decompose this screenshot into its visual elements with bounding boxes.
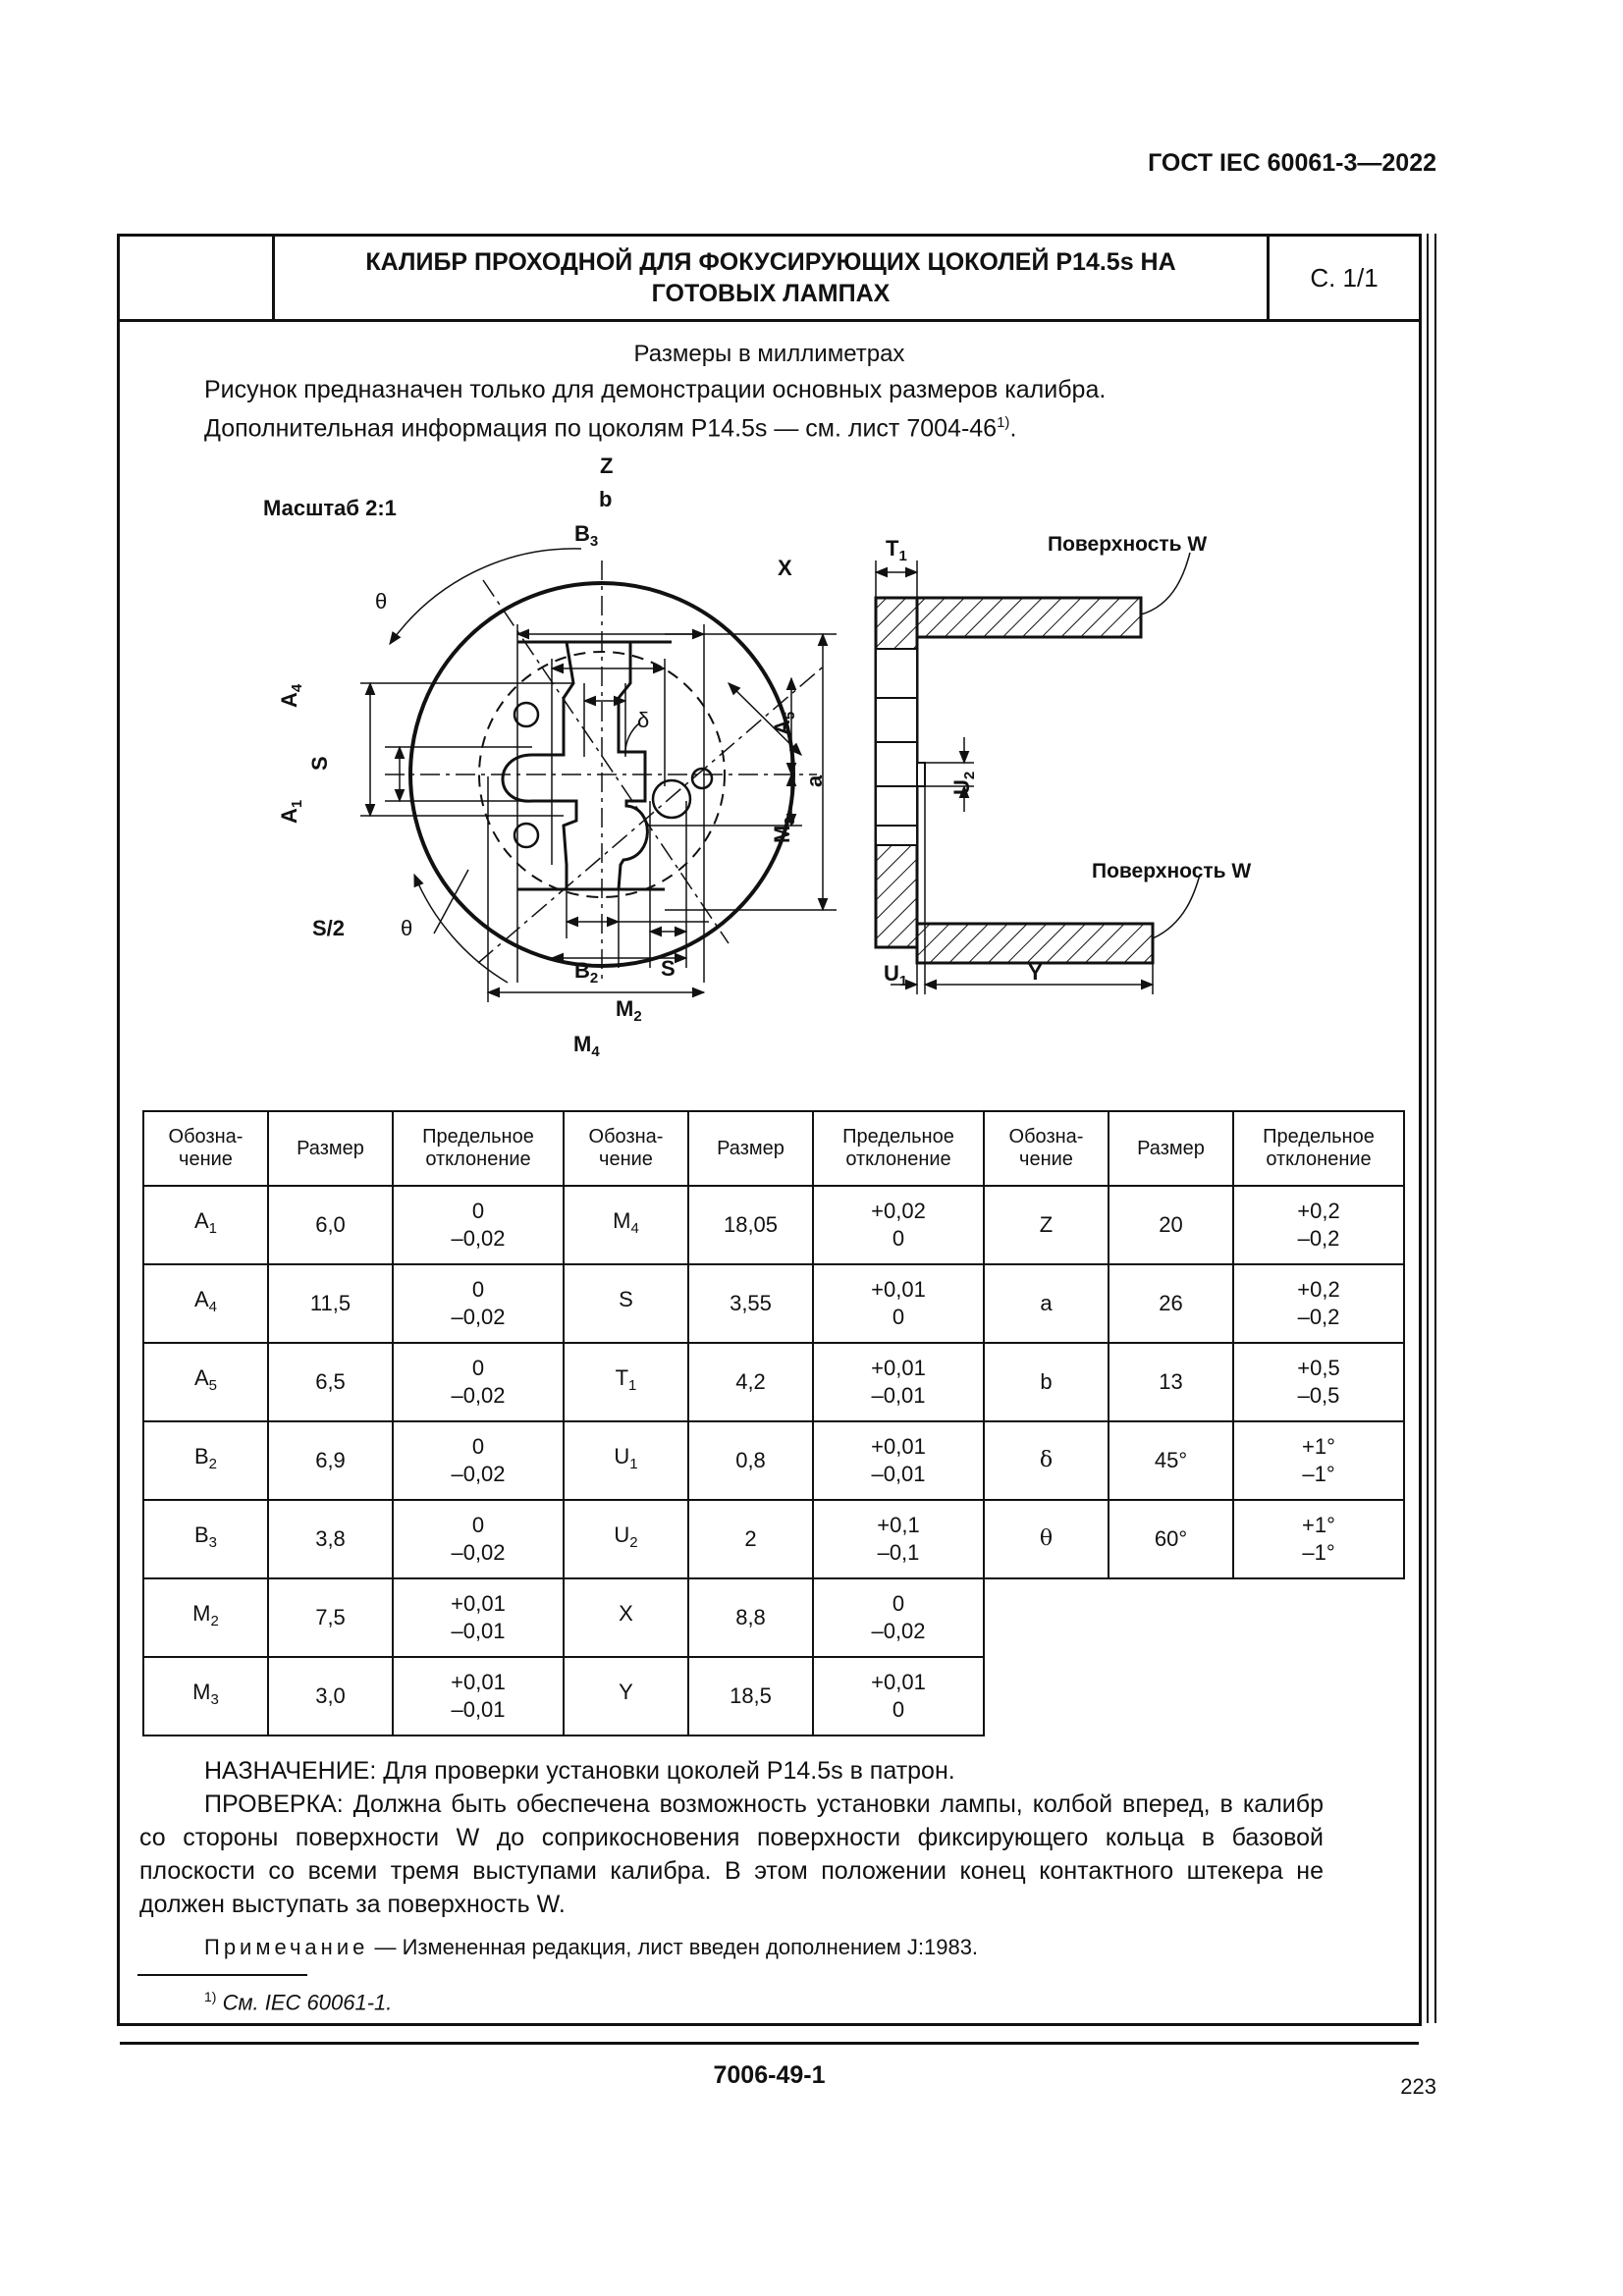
label-M2: $M_2$ [616, 996, 642, 1025]
tolerance-cell: +0,01 0 [813, 1657, 984, 1735]
binding-line [1427, 234, 1429, 2023]
label-M3: $M_3$ [770, 817, 798, 843]
designation-cell: θ [984, 1500, 1109, 1578]
table-row [143, 1657, 1404, 1735]
page-number: 223 [1400, 2074, 1436, 2099]
col-header: Обозна- чение [564, 1111, 688, 1186]
table-row [143, 1578, 1404, 1657]
designation-cell: S [564, 1264, 688, 1343]
pin-hole [653, 780, 690, 818]
check-text: ПРОВЕРКА: Должна быть обеспечена возможность установки лампы, колбой вперед, в калибр со стороны поверхности W до соприкосновения поверхности фиксирующего кольца в базовой плоскости со всеми тремя выступами калибра. В этом положении конец контактного штекера не должен выступать за поверхность W. [139, 1790, 1324, 1918]
gauge-side-view [876, 553, 1200, 994]
designation-cell: $M_3$ [143, 1657, 268, 1735]
sheet-page: С. 1/1 [1310, 262, 1379, 293]
label-A4: $A_4$ [277, 683, 305, 708]
col-header: Размер [688, 1111, 813, 1186]
tolerance-cell: +0,01 –0,01 [813, 1421, 984, 1500]
section-bottom-arm [917, 924, 1153, 963]
designation-cell: $M_2$ [143, 1578, 268, 1657]
designation-cell: $U_1$ [564, 1421, 688, 1500]
designation-cell: $U_2$ [564, 1500, 688, 1578]
size-cell: 11,5 [268, 1264, 393, 1343]
designation-cell: b [984, 1343, 1109, 1421]
size-cell: 2 [688, 1500, 813, 1578]
gauge-front-labels [263, 454, 827, 1060]
col-header: Обозна- чение [984, 1111, 1109, 1186]
intro-line-1: Рисунок предназначен только для демонстрации основных размеров калибра. [204, 376, 1107, 403]
tolerance-cell: +0,1 –0,1 [813, 1500, 984, 1578]
size-cell: 26 [1109, 1264, 1233, 1343]
size-cell: 18,05 [688, 1186, 813, 1264]
empty-cell [984, 1657, 1404, 1735]
note [204, 1935, 978, 1960]
tolerance-cell: 0 –0,02 [393, 1421, 564, 1500]
label-U1: $U_1$ [884, 961, 908, 989]
label-Z: Z [600, 454, 614, 478]
table-row [143, 1343, 1404, 1421]
label-Y: Y [1028, 960, 1043, 985]
col-header: Предельное отклонение [813, 1111, 984, 1186]
label-scale: Масштаб 2:1 [263, 496, 397, 520]
size-cell: 6,5 [268, 1343, 393, 1421]
tolerance-cell: +1° –1° [1233, 1500, 1404, 1578]
designation-cell: $B_2$ [143, 1421, 268, 1500]
designation-cell: Z [984, 1186, 1109, 1264]
designation-cell: $A_1$ [143, 1186, 268, 1264]
gauge-drawing [120, 237, 1419, 1100]
col-header: Предельное отклонение [393, 1111, 564, 1186]
label-A5: $A_5$ [770, 711, 798, 735]
label-S2: S/2 [312, 916, 346, 940]
designation-cell: $A_5$ [143, 1343, 268, 1421]
tolerance-cell: 0 –0,02 [393, 1343, 564, 1421]
col-header: Обозна- чение [143, 1111, 268, 1186]
gauge-front-view [360, 549, 837, 1002]
tolerance-cell: +0,01 –0,01 [393, 1578, 564, 1657]
label-delta: δ [637, 708, 650, 732]
tolerance-cell: 0 –0,02 [813, 1578, 984, 1657]
designation-cell: $M_4$ [564, 1186, 688, 1264]
tolerance-cell: +0,2 –0,2 [1233, 1264, 1404, 1343]
table-row [143, 1500, 1404, 1578]
label-A1: $A_1$ [277, 799, 305, 824]
label-B2: $B_2$ [574, 958, 599, 987]
label-S-bottom: S [661, 956, 676, 981]
footnote [204, 1989, 392, 2015]
standard-code: ГОСТ IEC 60061-3—2022 [1148, 149, 1436, 177]
table-row [143, 1264, 1404, 1343]
note-text: — Измененная редакция, лист введен дополнением J:1983. [368, 1935, 979, 1959]
size-cell: 8,8 [688, 1578, 813, 1657]
size-cell: 20 [1109, 1186, 1233, 1264]
size-cell: 3,55 [688, 1264, 813, 1343]
size-cell: 0,8 [688, 1421, 813, 1500]
table-header-row [143, 1111, 1404, 1186]
label-B3: $B_3$ [574, 521, 599, 550]
label-U2: $U_2$ [949, 771, 978, 795]
designation-cell: δ [984, 1421, 1109, 1500]
purpose-text: НАЗНАЧЕНИЕ: Для проверки установки цоколей P14.5s в патрон. [204, 1757, 955, 1785]
tolerance-cell: +0,01 0 [813, 1264, 984, 1343]
footnote-text: См. IEC 60061-1. [216, 1990, 393, 2015]
label-surface-top: Поверхность W [1048, 533, 1208, 556]
sheet-number: 7006-49-1 [120, 2042, 1419, 2106]
size-cell: 60° [1109, 1500, 1233, 1578]
label-X: X [778, 556, 792, 580]
dimensions-table [142, 1110, 1405, 1736]
size-cell: 3,0 [268, 1657, 393, 1735]
tolerance-cell: 0 –0,02 [393, 1186, 564, 1264]
intro-line-2: Дополнительная информация по цоколям P14.5s — см. лист 7004-46 [204, 414, 998, 443]
designation-cell: Y [564, 1657, 688, 1735]
size-cell: 18,5 [688, 1657, 813, 1735]
tolerance-cell: +0,2 –0,2 [1233, 1186, 1404, 1264]
label-M4: $M_4$ [573, 1032, 600, 1060]
note-label: Примечание [204, 1935, 369, 1959]
designation-cell: $T_1$ [564, 1343, 688, 1421]
size-cell: 3,8 [268, 1500, 393, 1578]
tolerance-cell: +0,5 –0,5 [1233, 1343, 1404, 1421]
col-header: Размер [1109, 1111, 1233, 1186]
label-theta-top: θ [375, 589, 388, 614]
section-top-arm [917, 598, 1141, 637]
size-cell: 45° [1109, 1421, 1233, 1500]
table-row [143, 1421, 1404, 1500]
label-a: a [802, 774, 827, 787]
label-T1: $T_1$ [886, 536, 907, 564]
col-header: Предельное отклонение [1233, 1111, 1404, 1186]
size-cell: 6,9 [268, 1421, 393, 1500]
tolerance-cell: +0,01 –0,01 [813, 1343, 984, 1421]
intro-text: Рисунок предназначен только для демонстрации основных размеров калибра. Дополнительная информация по цоколям P14.5s — см. лист 7004-46$^{1)}$. [204, 376, 1107, 443]
footnote-rule [137, 1974, 307, 1976]
footnote-mark: 1) [204, 1989, 217, 2004]
designation-cell: $B_3$ [143, 1500, 268, 1578]
tolerance-cell: 0 –0,02 [393, 1264, 564, 1343]
designation-cell: X [564, 1578, 688, 1657]
label-S-left: S [307, 756, 332, 771]
sheet-title: КАЛИБР ПРОХОДНОЙ ДЛЯ ФОКУСИРУЮЩИХ ЦОКОЛЕЙ P14.5s НА ГОТОВЫХ ЛАМПАХ [275, 237, 1270, 319]
label-b: b [599, 487, 613, 511]
tolerance-cell: 0 –0,02 [393, 1500, 564, 1578]
binding-line [1434, 234, 1436, 2023]
tolerance-cell: +0,01 –0,01 [393, 1657, 564, 1735]
tolerance-cell: +0,02 0 [813, 1186, 984, 1264]
col-header: Размер [268, 1111, 393, 1186]
units-note: Размеры в миллиметрах [633, 341, 905, 367]
size-cell: 7,5 [268, 1578, 393, 1657]
table-row [143, 1186, 1404, 1264]
size-cell: 6,0 [268, 1186, 393, 1264]
tolerance-cell: +1° –1° [1233, 1421, 1404, 1500]
label-surface-bottom: Поверхность W [1092, 860, 1252, 882]
sheet-frame [117, 234, 1422, 2089]
empty-cell [984, 1578, 1404, 1657]
size-cell: 13 [1109, 1343, 1233, 1421]
size-cell: 4,2 [688, 1343, 813, 1421]
intro-footnote-ref: 1) [997, 414, 1010, 431]
label-theta-bottom: θ [401, 916, 413, 940]
designation-cell: a [984, 1264, 1109, 1343]
designation-cell: $A_4$ [143, 1264, 268, 1343]
